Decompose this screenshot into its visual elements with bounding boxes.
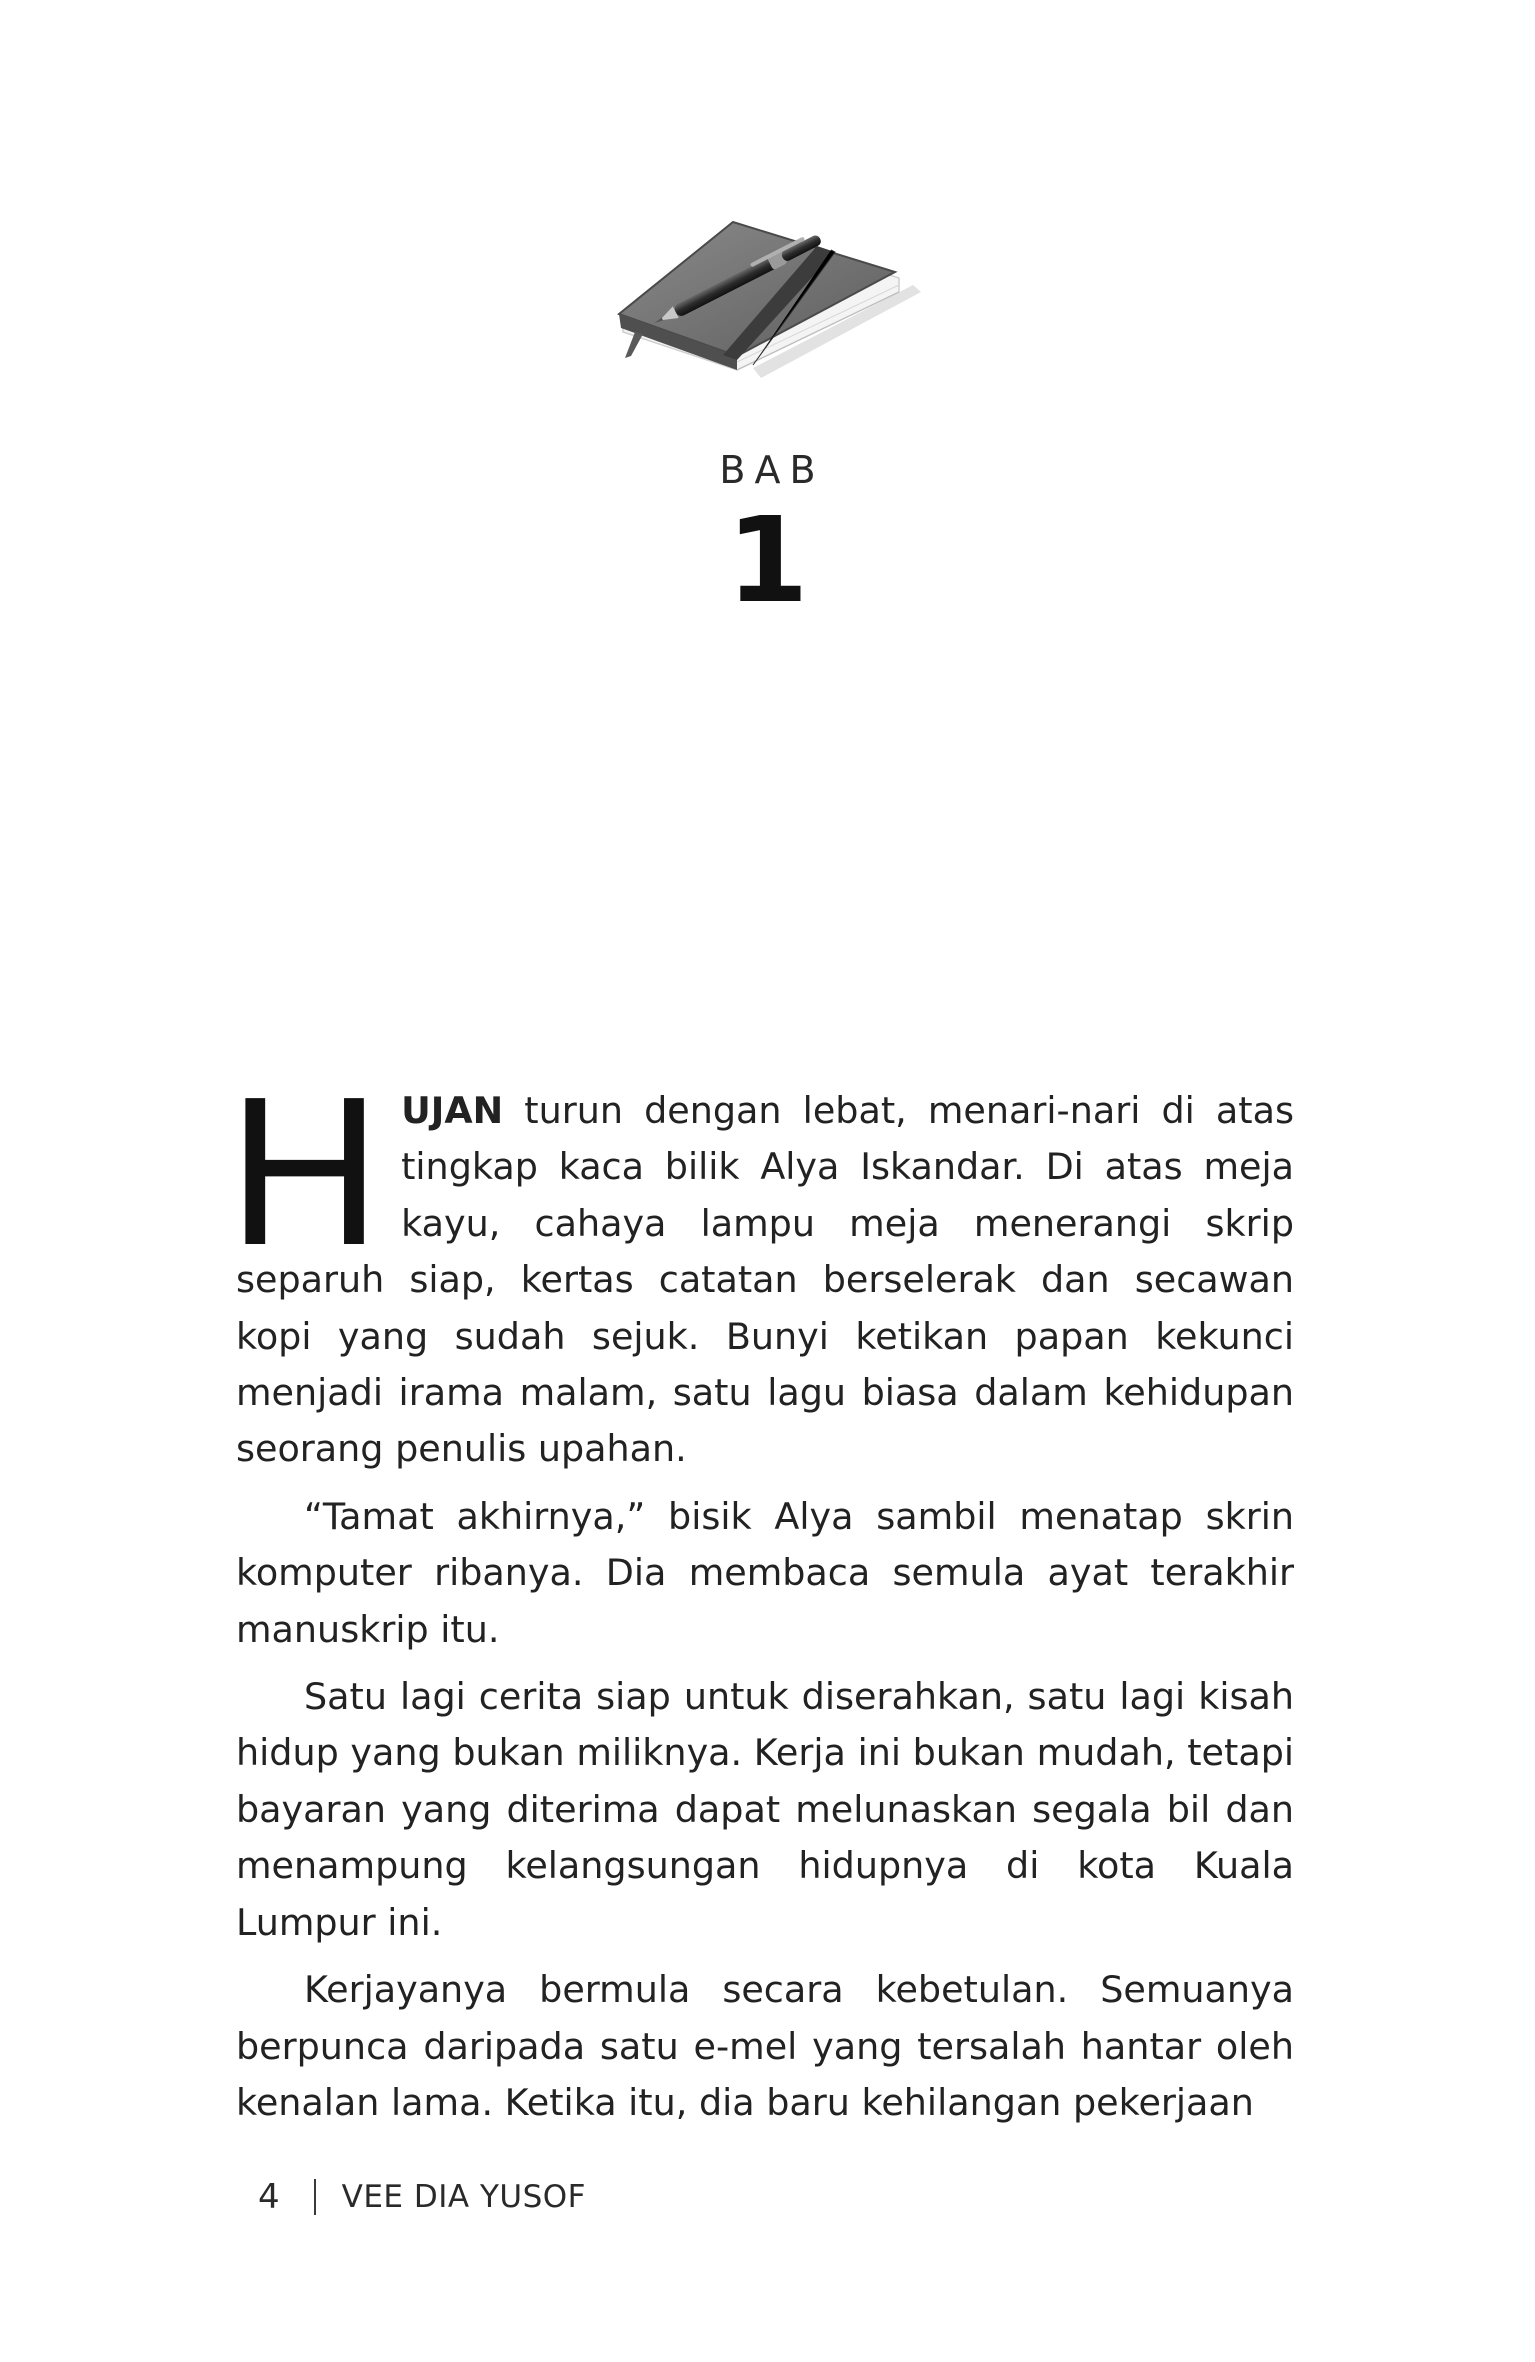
paragraph-1 <box>228 1052 1294 1478</box>
paragraph-2: “Tamat akhirnya,” bisik Alya sambil menatap skrin komputer ribanya. Dia membaca semula ayat terakhir manuskrip itu. <box>236 1494 1294 1651</box>
chapter-label: BAB <box>719 448 825 492</box>
notebook-with-pen-icon <box>603 210 933 385</box>
running-author: VEE DIA YUSOF <box>341 2179 586 2215</box>
paragraph-4: Kerjayanya bermula secara kebetulan. Semuanya berpunca daripada satu e-mel yang tersalah hantar oleh kenalan lama. Ketika itu, dia baru kehilangan pekerjaan <box>236 1968 1294 2124</box>
page-number: 4 <box>258 2177 280 2217</box>
chapter-body <box>228 1052 1294 2142</box>
page-footer <box>258 2172 586 2222</box>
footer-divider <box>314 2179 316 2215</box>
lead-word: UJAN <box>401 1089 504 1132</box>
paragraph-1-text: turun dengan lebat, menari-nari di atas tingkap kaca bilik Alya Iskandar. Di atas meja kayu, cahaya lampu meja menerangi skrip separuh siap, kertas catatan berselerak dan secawan kopi yang sudah sejuk. Bunyi ketikan papan kekunci menjadi irama malam, satu lagu biasa dalam kehidupan seorang penulis upahan. <box>236 1089 1294 1471</box>
drop-cap: H <box>228 1052 382 1289</box>
paragraph-3: Satu lagi cerita siap untuk diserahkan, satu lagi kisah hidup yang bukan miliknya. Kerja ini bukan mudah, tetapi bayaran yang diterima dapat melunaskan segala bil dan menampung kelangsungan hidupnya di kota Kuala Lumpur ini. <box>236 1675 1294 1944</box>
chapter-number: 1 <box>726 491 809 629</box>
